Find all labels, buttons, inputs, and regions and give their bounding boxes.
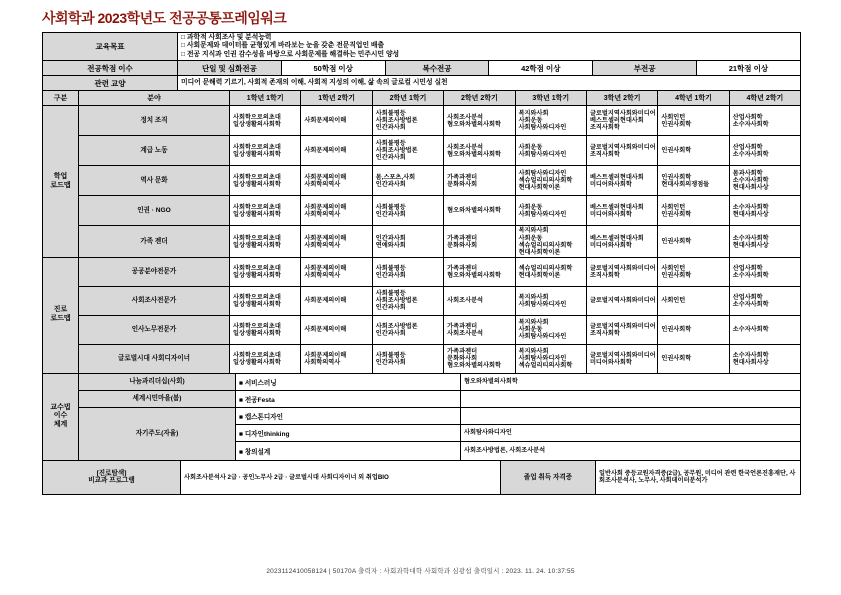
course-cell: 사회불평등 사회조사방법론 인간과사회 [372,136,443,166]
course-cell: 글로벌지역사회와미디어 [586,286,657,315]
pedagogy-label: 교수법 이수 체계 [43,373,79,460]
course-cell: 사회문제의이해 [301,286,372,315]
pedagogy-program: ■ 창의설계 [236,441,461,460]
pedagogy-courses: 혐오와차별의사회학 [461,373,801,390]
pedagogy-courses: 사회탐사와디자인 [461,424,801,441]
grid-header: 구분 [43,91,79,106]
course-cell: 사회문제의이해 사회학의역사 [301,166,372,196]
course-cell: 사회불평등 사회조사방법론 인간과사회 [372,286,443,315]
credit-type: 부전공 [593,61,697,76]
pedagogy-category: 자기주도(자율) [79,407,236,460]
course-cell: 사회문제의이해 [301,106,372,136]
field-label: 사회조사전문가 [79,286,230,315]
course-cell: 복지와사회 사회운동 사회탐사와디자인 [515,106,586,136]
course-cell: 사회학으로의초대 일상생활의사회학 [230,286,301,315]
document-page [42,8,802,495]
group-label: 진로 로드맵 [43,257,79,373]
course-cell: 글로벌지역사회와미디어 베스트셀러현대사회 조직사회학 [586,106,657,136]
field-label: 가족 젠더 [79,226,230,257]
pedagogy-category: 세계시민마을(봄) [79,390,236,407]
course-cell: 복지와사회 사회탐사와디자인 섹슈얼리티의사회학 [515,344,586,373]
course-cell: 인권사회학 [658,315,729,344]
field-label: 역사 문화 [79,166,230,196]
credit-label: 전공학점 이수 [43,61,178,76]
course-cell: 사회문제의이해 사회학의역사 [301,196,372,226]
course-cell: 베스트셀러현대사회 미디어와사회학 [586,226,657,257]
pedagogy-courses [461,407,801,424]
course-cell: 사회불평등 인간과사회 [372,257,443,286]
pedagogy-category: 나눔과리더십(사회) [79,373,236,390]
top-info-table [42,32,801,91]
course-cell: 인권사회학 [658,226,729,257]
course-cell: 산업사회학 소수자사회학 [729,136,800,166]
course-cell: 몸과사회학 소수자사회학 현대사회사상 [729,166,800,196]
cert-list: 일반사회 중등교원자격증(2급), 공무원, 미디어 관련 한국언론진흥재단, 사회조사분석사, 노무사, 사회데이터분석가 [596,460,801,494]
course-cell: 복지와사회 사회운동 섹슈얼리티의사회학 현대사회학이론 [515,226,586,257]
liberal-label: 관련 교양 [43,76,178,91]
course-cell: 사회문제의이해 사회학의역사 [301,344,372,373]
pedagogy-program: ■ 캡스톤디자인 [236,407,461,424]
grid-header: 2학년 2학기 [444,91,515,106]
course-cell: 사회문제의이해 [301,315,372,344]
course-cell: 사회학으로의초대 일상생활의사회학 [230,106,301,136]
course-cell: 사회인턴 인권사회학 [658,257,729,286]
pedagogy-courses [461,390,801,407]
course-cell: 복지와사회 사회운동 사회탐사와디자인 [515,315,586,344]
credit-requirement: 42학점 이상 [489,61,593,76]
course-cell: 몸,스포츠,사회 인간과사회 [372,166,443,196]
credit-type: 복수전공 [385,61,489,76]
course-cell: 사회학으로의초대 일상생활의사회학 [230,315,301,344]
course-cell: 산업사회학 소수자사회학 [729,286,800,315]
course-cell: 사회학으로의초대 일상생활의사회학 [230,257,301,286]
course-cell: 글로벌지역사회와미디어 조직사회학 [586,315,657,344]
course-cell: 글로벌지역사회와미디어 조직사회학 [586,136,657,166]
course-cell: 글로벌지역사회와미디어 조직사회학 [586,257,657,286]
course-cell: 사회불평등 인간과사회 [372,344,443,373]
field-label: 공공분야전문가 [79,257,230,286]
course-cell: 사회문제의이해 [301,136,372,166]
course-cell: 사회조사분석 [444,286,515,315]
course-cell: 인권사회학 현대사회의쟁점들 [658,166,729,196]
course-cell: 인권사회학 [658,136,729,166]
course-cell: 사회조사분석 혐오와차별의사회학 [444,106,515,136]
grid-header: 4학년 2학기 [729,91,800,106]
course-cell: 복지와사회 사회탐사와디자인 [515,286,586,315]
course-cell: 소수자사회학 현대사회사상 [729,226,800,257]
pedagogy-table [42,373,801,461]
course-cell: 사회학으로의초대 일상생활의사회학 [230,136,301,166]
course-cell: 소수자사회학 현대사회사상 [729,196,800,226]
liberal-text: 미디어 문해력 기르기, 사회적 존재의 이해, 사회적 지성의 이해, 삶 속의 글로컬 시민성 실천 [178,76,801,91]
field-label: 정치 조직 [79,106,230,136]
print-footer: 2023112410058124 | 50170A 출력자 : 사회과학대학 사회학과 심광섭 출력일시 : 2023. 11. 24. 10:37:55 [266,568,575,575]
grid-header: 4학년 1학기 [658,91,729,106]
pedagogy-program: ■ 디자인thinking [236,424,461,441]
curriculum-grid-table [42,90,801,373]
course-cell: 섹슈얼리티의사회학 현대사회학이론 [515,257,586,286]
credit-requirement: 50학점 이상 [281,61,385,76]
course-cell: 산업사회학 소수자사회학 [729,106,800,136]
course-cell: 사회인턴 인권사회학 [658,196,729,226]
course-cell: 사회불평등 사회조사방법론 인간과사회 [372,106,443,136]
course-cell: 사회조사방법론 인간과사회 [372,315,443,344]
course-cell: 사회운동 사회탐사와디자인 [515,136,586,166]
field-label: 인사노무전문가 [79,315,230,344]
course-cell: 가족과젠더 혐오와차별의사회학 [444,257,515,286]
course-cell: 사회탐사와디자인 섹슈얼리티의사회학 현대사회학이론 [515,166,586,196]
course-cell: 인간과사회 연애와사회 [372,226,443,257]
pedagogy-courses: 사회조사방법론, 사회조사분석 [461,441,801,460]
course-cell: 사회인턴 인권사회학 [658,106,729,136]
course-cell: 소수자사회학 현대사회사상 [729,344,800,373]
career-label: [진로탐색] 비교과 프로그램 [43,460,181,494]
group-label: 학업 로드맵 [43,106,79,257]
course-cell: 글로벌지역사회와미디어 미디어와사회학 [586,344,657,373]
pedagogy-program: ■ 서비스러닝 [236,373,461,390]
course-cell: 사회학으로의초대 일상생활의사회학 [230,226,301,257]
career-programs: 사회조사분석사 2급 · 공인노무사 2급 · 글로벌시대 사회디자이너 외 취업BIO [181,460,501,494]
course-cell: 사회학으로의초대 일상생활의사회학 [230,344,301,373]
course-cell: 베스트셀러현대사회 미디어와사회학 [586,166,657,196]
course-cell: 사회인턴 [658,286,729,315]
course-cell: 인권사회학 [658,344,729,373]
course-cell: 혐오와차별의사회학 [444,196,515,226]
cert-label: 졸업 취득 자격증 [501,460,596,494]
grid-header: 1학년 2학기 [301,91,372,106]
course-cell: 산업사회학 소수자사회학 [729,257,800,286]
grid-header: 분야 [79,91,230,106]
career-table [42,460,801,495]
edu-goal-list: □ 과학적 사회조사 및 분석능력 □ 사회문제와 데이터를 균형있게 바라보는 눈을 갖춘 전문직업인 배출 □ 전공 지식과 인권 감수성을 바탕으로 사회문제를 해결하는 민주시민 양성 [178,33,801,61]
pedagogy-program: ■ 전공Festa [236,390,461,407]
course-cell: 사회학으로의초대 일상생활의사회학 [230,196,301,226]
course-cell: 사회문제의이해 사회학의역사 [301,257,372,286]
course-cell: 사회조사분석 혐오와차별의사회학 [444,136,515,166]
credit-type: 단일 및 심화전공 [178,61,282,76]
field-label: 글로벌시대 사회디자이너 [79,344,230,373]
course-cell: 베스트셀러현대사회 미디어와사회학 [586,196,657,226]
field-label: 계급 노동 [79,136,230,166]
grid-header: 3학년 1학기 [515,91,586,106]
field-label: 인권 · NGO [79,196,230,226]
course-cell: 소수자사회학 [729,315,800,344]
course-cell: 가족과젠더 사회조사분석 [444,315,515,344]
course-cell: 가족과젠더 문화와사회 혐오와차별의사회학 [444,344,515,373]
grid-header: 1학년 1학기 [230,91,301,106]
course-cell: 가족과젠더 문화와사회 [444,166,515,196]
course-cell: 사회운동 사회탐사와디자인 [515,196,586,226]
credit-requirement: 21학점 이상 [696,61,800,76]
course-cell: 가족과젠더 문화와사회 [444,226,515,257]
edu-goal-label: 교육목표 [43,33,178,61]
grid-header: 3학년 2학기 [586,91,657,106]
page-title: 사회학과 2023학년도 전공공통프레임워크 [42,10,287,26]
course-cell: 사회학으로의초대 일상생활의사회학 [230,166,301,196]
grid-header: 2학년 1학기 [372,91,443,106]
course-cell: 사회불평등 인간과사회 [372,196,443,226]
course-cell: 사회문제의이해 사회학의역사 [301,226,372,257]
